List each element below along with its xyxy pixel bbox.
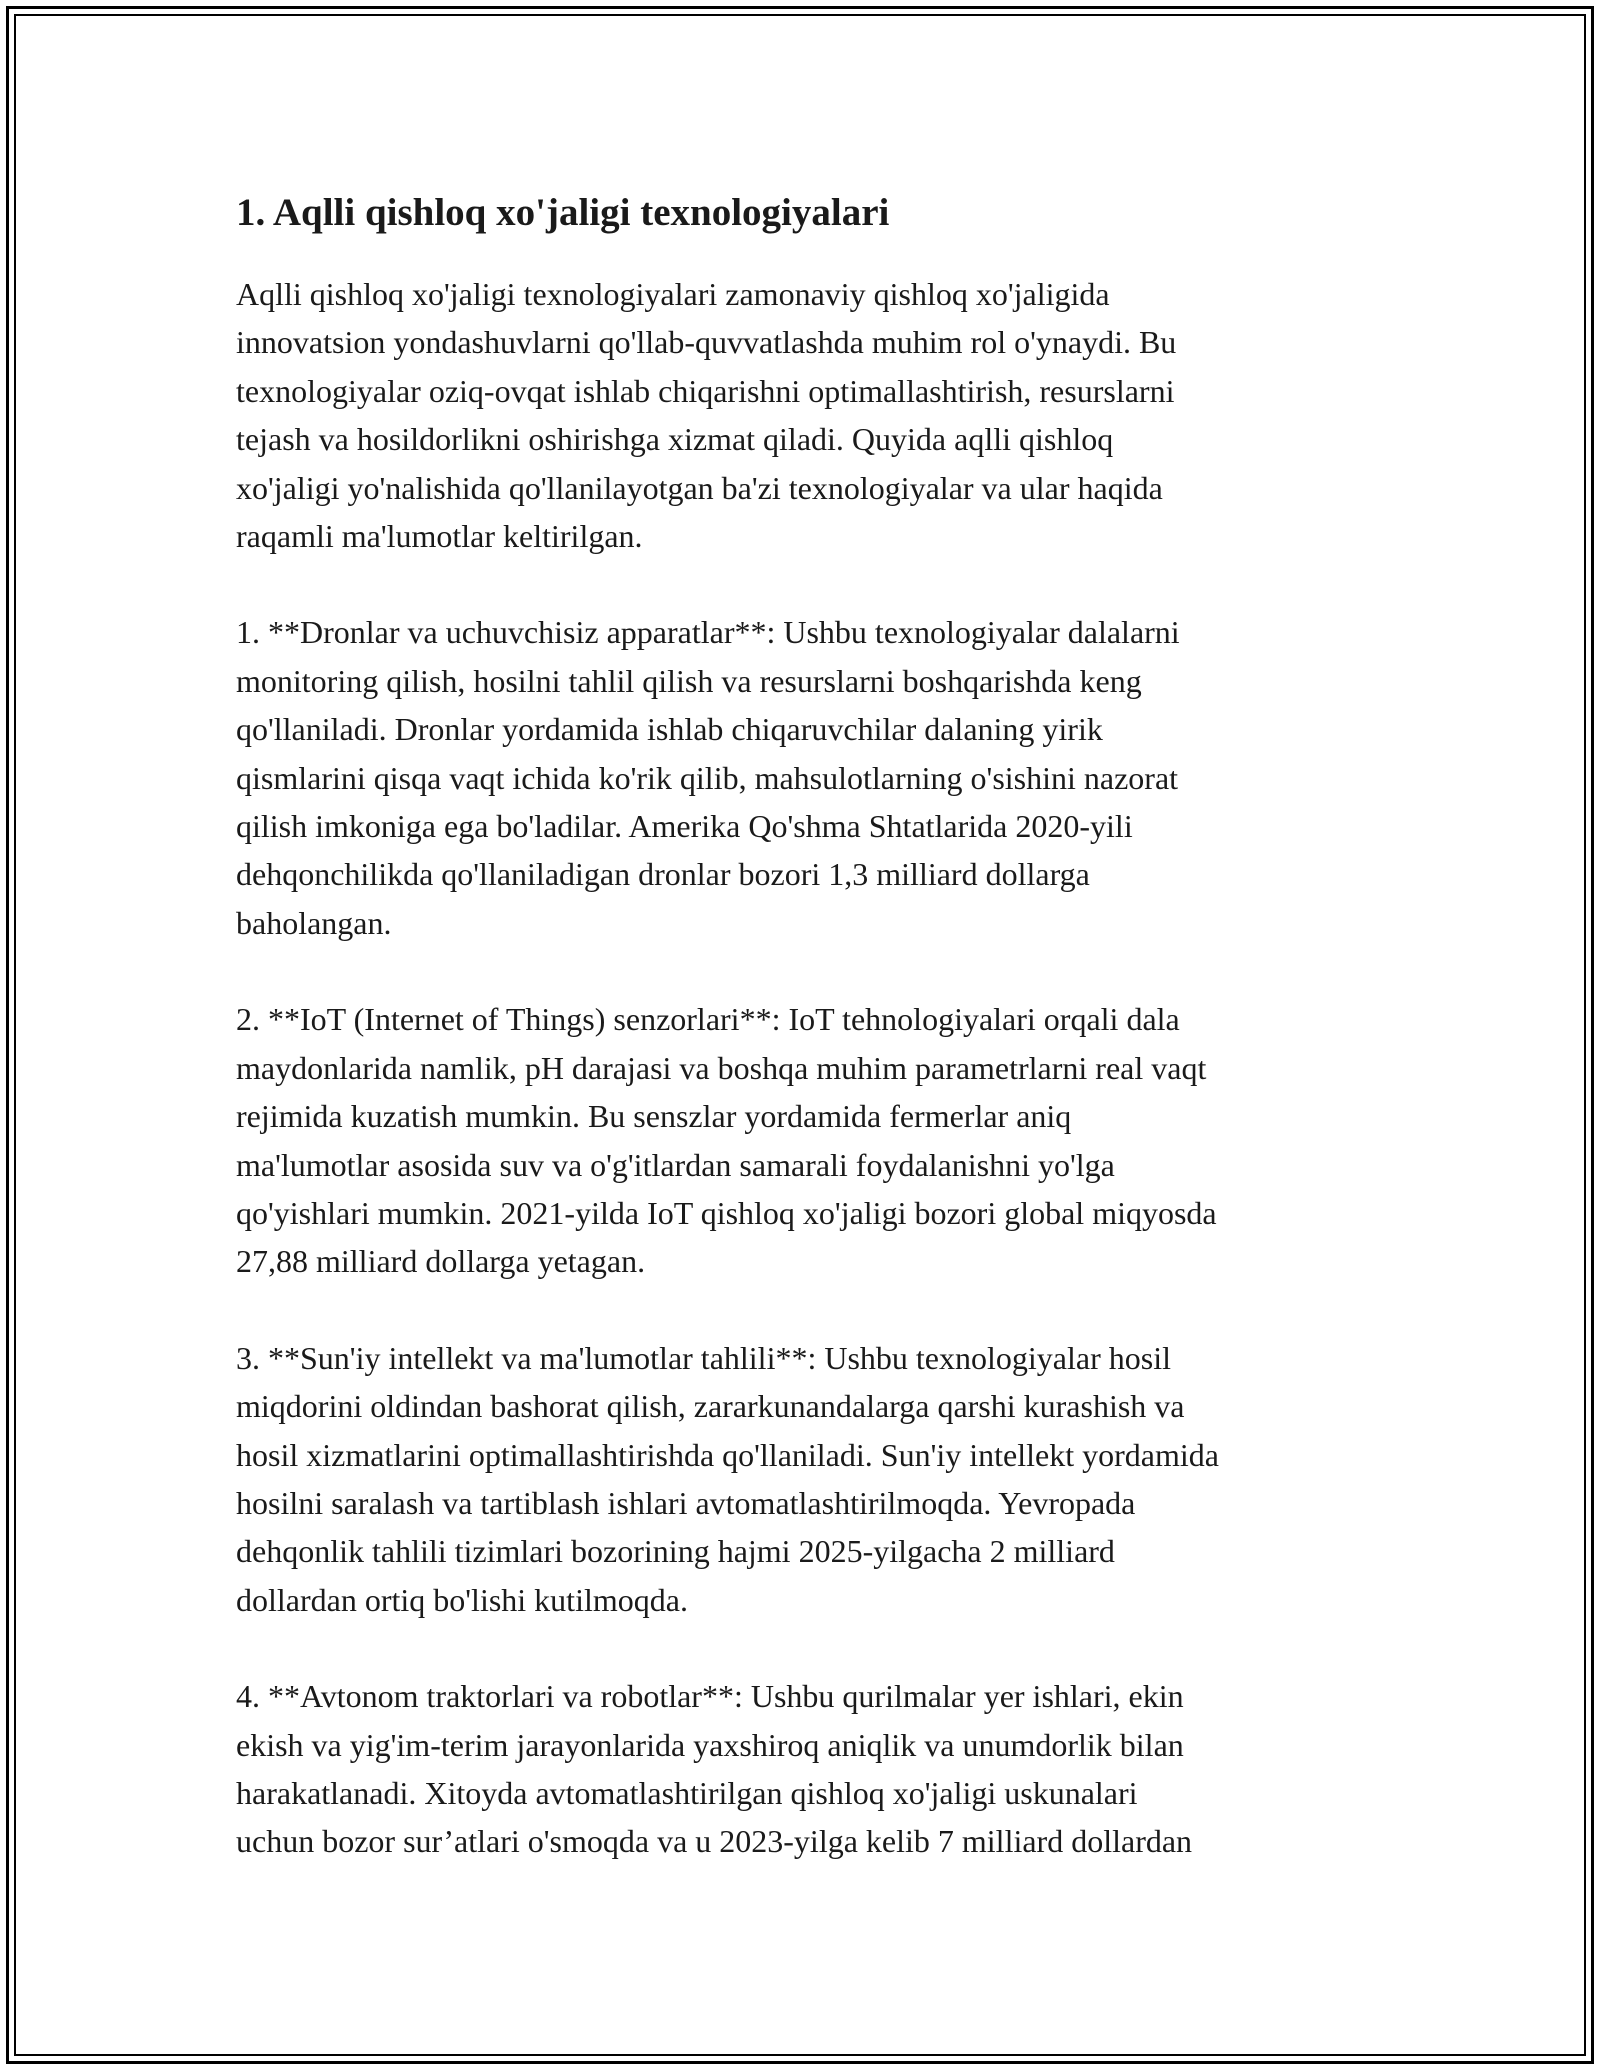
intro-paragraph: Aqlli qishloq xo'jaligi texnologiyalari zamonaviy qishloq xo'jaligida innovatsion yondashuvlarni qo'llab-quvvatlashda muhim rol o'ynaydi. Bu texnologiyalar oziq-ovqat ishlab chiqarishni optimallashtirish, resurslarni tejash va hosildorlikni oshirishga xizmat qiladi. Quyida aqlli qishloq xo'jaligi yo'nalishida qo'llanilayotgan ba'zi texnologiyalar va ular haqida raqamli ma'lumotlar keltirilgan. bbox=[236, 276, 1177, 555]
paragraph-iot-sensors: 2. **IoT (Internet of Things) senzorlari**: IoT tehnologiyalari orqali dala maydonlarida namlik, pH darajasi va boshqa muhim parametrlarni real vaqt rejimida kuzatish mumkin. Bu senszlar yordamida fermerlar aniq ma'lumotlar asosida suv va o'g'itlardan samarali foydalanishni yo'lga qo'yishlari mumkin. 2021-yilda IoT qishloq xo'jaligi bozori global miqyosda 27,88 milliard dollarga yetagan. bbox=[236, 1001, 1217, 1280]
document-title: 1. Aqlli qishloq xo'jaligi texnologiyalari bbox=[236, 191, 890, 234]
document-body bbox=[236, 186, 1376, 1914]
paragraph-drones: 1. **Dronlar va uchuvchisiz apparatlar**: Ushbu texnologiyalar dalalarni monitoring qilish, hosilni tahlil qilish va resurslarni boshqarishda keng qo'llaniladi. Dronlar yordamida ishlab chiqaruvchilar dalaning yirik qismlarini qisqa vaqt ichida ko'rik qilib, mahsulotlarning o'sishini nazorat qilish imkoniga ega bo'ladilar. Amerika Qo'shma Shtatlarida 2020-yili dehqonchilikda qo'llaniladigan dronlar bozori 1,3 milliard dollarga baholangan. bbox=[236, 614, 1180, 941]
paragraph-autonomous-tractors: 4. **Avtonom traktorlari va robotlar**: Ushbu qurilmalar yer ishlari, ekin ekish va yig'im-terim jarayonlarida yaxshiroq aniqlik va unumdorlik bilan harakatlanadi. Xitoyda avtomatlashtirilgan qishloq xo'jaligi uskunalari uchun bozor sur’atlari o'smoqda va u 2023-yilga kelib 7 milliard dollardan bbox=[236, 1678, 1193, 1860]
paragraph-ai-analytics: 3. **Sun'iy intellekt va ma'lumotlar tahlili**: Ushbu texnologiyalar hosil miqdorini oldindan bashorat qilish, zararkunandalarga qarshi kurashish va hosil xizmatlarini optimallashtirishda qo'llaniladi. Sun'iy intellekt yordamida hosilni saralash va tartiblash ishlari avtomatlashtirilmoqda. Yevropada dehqonlik tahlili tizimlari bozorining hajmi 2025-yilgacha 2 milliard dollardan ortiq bo'lishi kutilmoqda. bbox=[236, 1339, 1219, 1618]
